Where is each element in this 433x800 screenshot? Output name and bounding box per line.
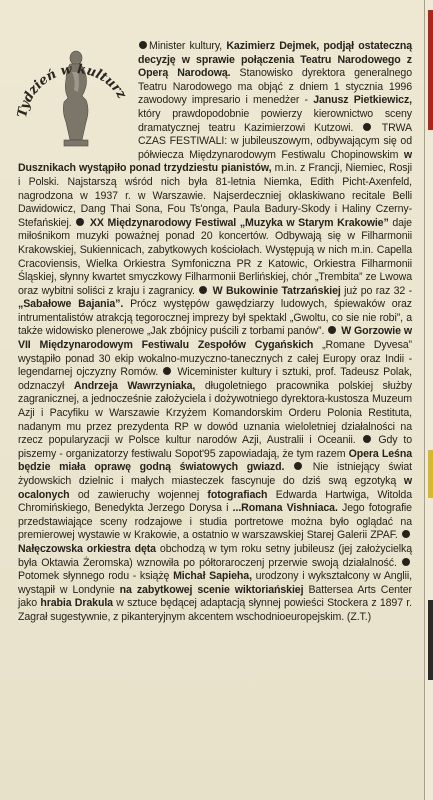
body-text: Prócz występów gawędziarzy ludowych, śpiewaków oraz intrumentalistów atrakcją tegorocznej imprezy był spektakl „Gwoltu, co sie nie robi”, a także widowisko plenerowe „Jak zbójnicy puścili z torbami panów”. <box>18 298 412 338</box>
bold-text: Michał Sapieha, <box>173 570 252 583</box>
body-text: długoletniego pracownika polskiej służby zagranicznej, a jednocześnie założyciela i dożywotniego dyrektora-kustosza Muzeum Azji i Pacyfiku w Warszawie Krzyżem Komandorskim Orderu Polonia Restituta, nadanym mu przez prezydenta RP w dowód uznania wieloletniej działalności na rzecz popularyzacji w Polsce kultur narodów Azji, Australii i Oceanii. <box>18 379 412 447</box>
bullet-separator-icon <box>199 286 207 294</box>
body-text: Minister kultury, <box>149 40 227 52</box>
body-text: Edwarda Hartwiga, Witolda Chromińskiego, Benedykta Jerzego Dorysa i <box>18 488 412 515</box>
masthead-title: Tydzień w kulturz <box>16 62 129 119</box>
body-text: m.in. z Francji, Niemiec, Rosji i Polski. Najstarszą wśród nich była 81-letnia Niemka, Edith Picht-Axenfeld, nagrodzona w 1937 r. w Warszawie. Najserdeczniej oklaskiwano recitale Belli Dawidowicz, Dang Thai Sona, Fou Ts'onga, Paula Badury-Skody i Haliny Czerny-Stefańskiej. <box>18 162 412 229</box>
bold-text: Andrzeja Wawrzyniaka, <box>73 379 196 392</box>
bullet-separator-icon <box>363 435 371 443</box>
body-text: który prawdopodobnie powierzy kierownictwo sceny dramatycznej teatru Kazimierzowi Kutzowi. <box>138 107 412 134</box>
yellow-color-bar <box>428 450 433 498</box>
bold-text: Opera Leśna będzie miała oprawę godną światowych gwiazd. <box>18 447 412 474</box>
venus-statue-icon <box>16 40 132 156</box>
body-text: Jego fotografie przedstawiające sceny rodzajowe i studia portretowe można było oglądać na premierowej wystawie w Krakowie, a ostatnio w warszawskiej Starej Galerii ZPAF. <box>18 502 412 542</box>
body-text: TRWA CZAS FESTIWALI: w jubileuszowym, odbywającym się od półwiecza Międzynarodowym Festiwalu Chopinowskim <box>138 121 412 161</box>
red-color-bar <box>428 10 433 130</box>
body-text: od zawieruchy wojennej <box>69 488 208 501</box>
body-text: Potomek słynnego rodu - książę <box>18 570 174 583</box>
bold-text: fotografiach <box>207 488 268 501</box>
body-text: Gdy to piszemy - organizatorzy festiwalu Sopot'95 zapowiadają, że tym razem <box>18 434 413 460</box>
bold-text: hrabia Drakula <box>40 597 113 610</box>
body-text: daje miłośnikom muzyki poważnej ponad 20 koncertów. Odbywają się w Filharmonii Krakowskiej, Sukiennicach, zabytkowych kościołach. Występują w nich m.in. Capella Cracoviensis, Wielka Orkiestra Symfoniczna PR z Katowic, Orkiestra Filharmonii Śląskiej, słynny kwartet smyczkowy Filharmonii Berlińskiej, chór „Trembita” ze Lwowa oraz wybitni soliści z kraju i zagranicy. <box>18 216 412 297</box>
article-column <box>18 40 412 625</box>
bold-text: „Sabałowe Bajania”. <box>18 298 124 311</box>
body-text: „Romane Dyvesa” wystąpiło ponad 30 ekip wokalno-muzyczno-tanecznych z całej Europy oraz Indii - legendarnej ojczyzny Romów. <box>18 339 412 379</box>
body-text: już po raz 32 - <box>340 284 412 297</box>
bold-text: Janusz Pietkiewicz, <box>313 94 412 107</box>
body-text: urodzony i wykształcony w Anglii, wystąpił w Londynie <box>18 570 412 596</box>
bullet-separator-icon <box>163 367 171 375</box>
masthead-graphic <box>16 40 132 156</box>
bold-text: W Bukowinie Tatrzańskiej <box>209 284 341 297</box>
bullet-separator-icon <box>328 326 336 334</box>
bold-text: w Dusznikach wystąpiło ponad trzydziestu pianistów, <box>18 148 412 175</box>
bold-text: XX Międzynarodowy Festiwal „Muzyka w Starym Krakowie” <box>86 216 389 229</box>
bold-text: ...Romana Vishniaca. <box>232 502 338 515</box>
bold-text: na zabytkowej scenie wiktoriańskiej <box>119 583 304 596</box>
bold-text: Nałęczowska orkiestra dęta <box>18 542 156 555</box>
body-text: Stanowisko dyrektora generalnego Teatru Narodowego ma objąć z dniem 1 stycznia 1996 zawodowy impresario i menedżer - <box>138 67 412 107</box>
bullet-separator-icon <box>76 218 84 226</box>
bullet-separator-icon <box>402 530 410 538</box>
body-text: Battersea Arts Center jako <box>18 583 412 610</box>
bullet-separator-icon <box>294 462 302 470</box>
body-text: Wiceminister kultury i sztuki, prof. Tadeusz Polak, odznaczył <box>18 366 412 392</box>
bullet-separator-icon <box>402 558 410 566</box>
body-text <box>284 461 293 473</box>
body-text: w sztuce będącej adaptacją słynnej powieści Stockera z 1897 r. Zagrał sugestywnie, z pikanteryjnym akcentem wschodnioeuropejskim. (Z.T.) <box>18 597 412 623</box>
body-text: Nie istniejący świat żydowskich dzielnic i małych miasteczek fascynuje do dziś swą egzotyką <box>18 461 412 487</box>
bullet-separator-icon <box>363 123 371 131</box>
bold-text: Kazimierz Dejmek, podjął ostateczną decyzję w sprawie połączenia Teatru Narodowego z Operą Narodową. <box>138 40 412 80</box>
dark-color-bar <box>428 600 433 680</box>
bold-text: w ocalonych <box>18 475 412 501</box>
bold-text: W Gorzowie w VII Międzynarodowym Festiwalu Zespołów Cygańskich <box>18 325 412 352</box>
body-text: obchodzą w tym roku setny jubileusz (jej założycielką była Oktawia Żeromska) wznowiła po półtoraroczenj przerwie swoją działalność. <box>18 542 412 569</box>
bullet-separator-icon <box>139 41 147 49</box>
